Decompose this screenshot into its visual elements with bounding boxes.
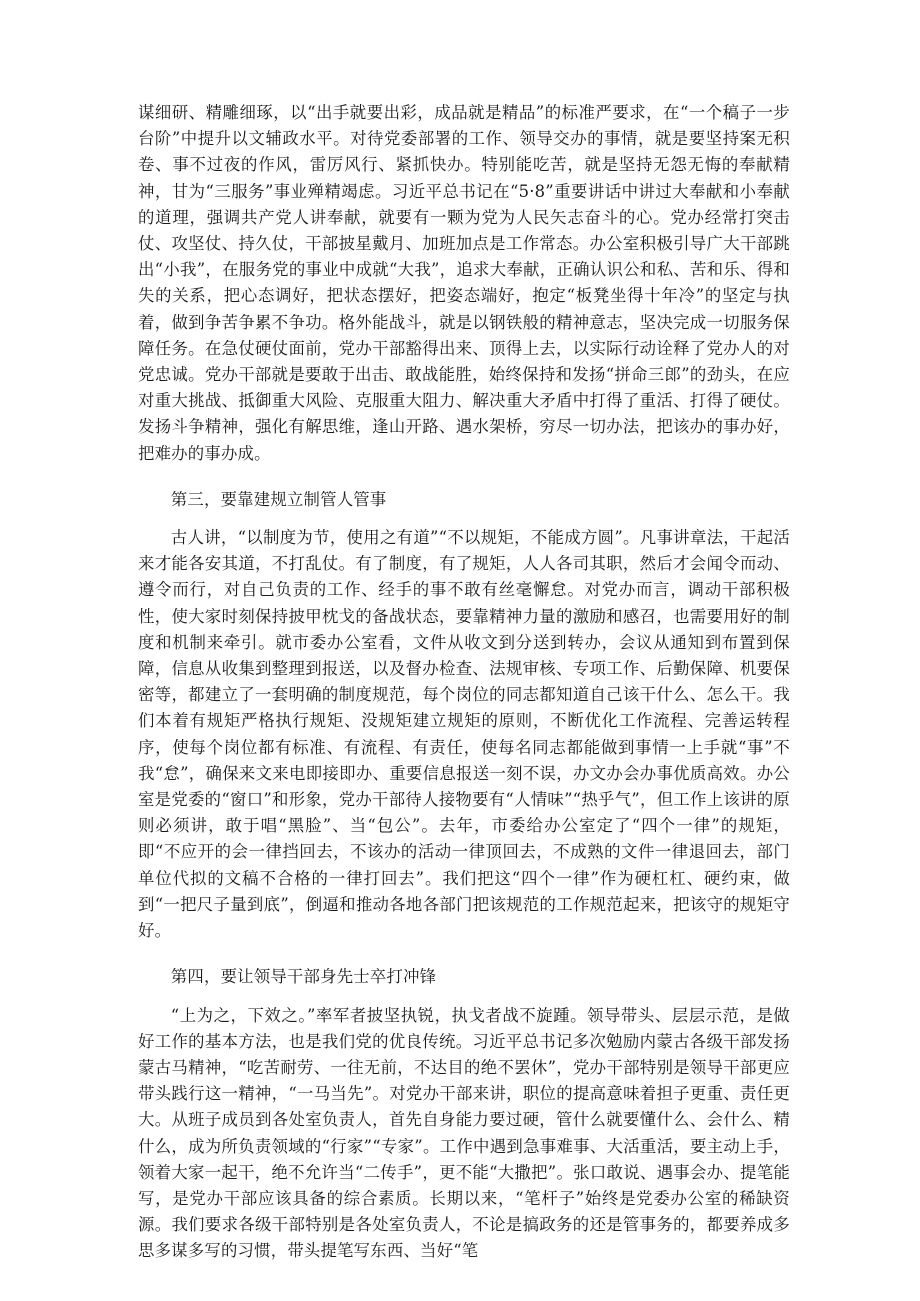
section-heading-4: 第四，要让领导干部身先士卒打冲锋: [170, 967, 437, 987]
section-heading-3: 第三，要靠建规立制管人管事: [170, 489, 387, 509]
paragraph-gap: [138, 944, 790, 956]
document-body: [138, 100, 790, 1265]
paragraph-2: 古人讲，“以制度为节，使用之有道”“不以规矩，不能成方圆”。凡事讲章法，干起活来才能各安其道，不打乱仗。有了制度，有了规矩，人人各司其职，然后才会闻令而动、遵令而行，对自己负责的工作、经手的事不敢有丝毫懈怠。对党办而言，调动干部积极性，使大家时刻保持披甲枕戈的备战状态，要靠精神力量的激励和感召，也需要用好的制度和机制来牵引。就市委办公室看，文件从收文到分送到转办，会议从通知到布置到保障，信息从收集到整理到报送，以及督办检查、法规审核、专项工作、后勤保障、机要保密等，都建立了一套明确的制度规范，每个岗位的同志都知道自己该干什么、怎么干。我们本着有规矩严格执行规矩、没规矩建立规矩的原则，不断优化工作流程、完善运转程序，使每个岗位都有标准、有流程、有责任，使每名同志都能做到事情一上手就“事”不我“怠”，确保来文来电即接即办、重要信息报送一刻不误，办文办会办事优质高效。办公室是党委的“窗口”和形象，党办干部待人接物要有“人情味”“热乎气”，但工作上该讲的原则必须讲，敢于唱“黑脸”、当“包公”。去年，市委给办公室定了“四个一律”的规矩，即“不应开的会一律挡回去，不该办的活动一律顶回去，不成熟的文件一律退回去，部门单位代拟的文稿不合格的一律打回去”。我们把这“四个一律”作为硬杠杠、硬约束，做到“一把尺子量到底”，倒逼和推动各地各部门把该规范的工作规范起来，把该守的规矩守好。: [138, 528, 790, 941]
paragraph-3: “上为之，下效之。”率军者披坚执锐，执戈者战不旋踵。领导带头、层层示范，是做好工作的基本方法，也是我们党的优良传统。习近平总书记多次勉励内蒙古各级干部发扬蒙古马精神，“吃苦耐劳、一往无前，不达目的绝不罢休”，党办干部特别是领导干部更应带头践行这一精神，“一马当先”。对党办干部来讲，职位的提高意味着担子更重、责任更大。从班子成员到各处室负责人，首先自身能力要过硬，管什么就要懂什么、会什么、精什么，成为所负责领域的“行家”“专家”。工作中遇到急事难事、大活重活，要主动上手，领着大家一起干，绝不允许当“二传手”，更不能“大撒把”。张口敢说、遇事会办、提笔能写，是党办干部应该具备的综合素质。长期以来，“笔杆子”始终是党委办公室的稀缺资源。我们要求各级干部特别是各处室负责人，不论是搞政务的还是管事务的，都要养成多思多谋多写的习惯，带头提笔写东西、当好“笔: [138, 1005, 790, 1261]
paragraph-1: 谋细研、精雕细琢，以“出手就要出彩，成品就是精品”的标准严要求，在“一个稿子一步台阶”中提升以文辅政水平。对待党委部署的工作、领导交办的事情，就是要坚持案无积卷、事不过夜的作风，雷厉风行、紧抓快办。特别能吃苦，就是坚持无怨无悔的奉献精神，甘为“三服务”事业殚精竭虑。习近平总书记在“5·8”重要讲话中讲过大奉献和小奉献的道理，强调共产党人讲奉献，就要有一颗为党为人民矢志奋斗的心。党办经常打突击仗、攻坚仗、持久仗，干部披星戴月、加班加点是工作常态。办公室积极引导广大干部跳出“小我”，在服务党的事业中成就“大我”，追求大奉献，正确认识公和私、苦和乐、得和失的关系，把心态调好，把状态摆好，把姿态端好，抱定“板凳坐得十年冷”的坚定与执着，做到争苦争累不争功。格外能战斗，就是以钢铁般的精神意志，坚决完成一切服务保障任务。在急仗硬仗面前，党办干部豁得出来、顶得上去，以实际行动诠释了党办人的对党忠诚。党办干部就是要敢于出击、敢战能胜，始终保持和发扬“拼命三郎”的劲头，在应对重大挑战、抵御重大风险、克服重大阻力、解决重大矛盾中打得了重活、打得了硬仗。发扬斗争精神，强化有解思维，逢山开路、遇水架桥，穷尽一切办法，把该办的事办好，把难办的事办成。: [138, 103, 790, 463]
paragraph-gap: [138, 467, 790, 479]
